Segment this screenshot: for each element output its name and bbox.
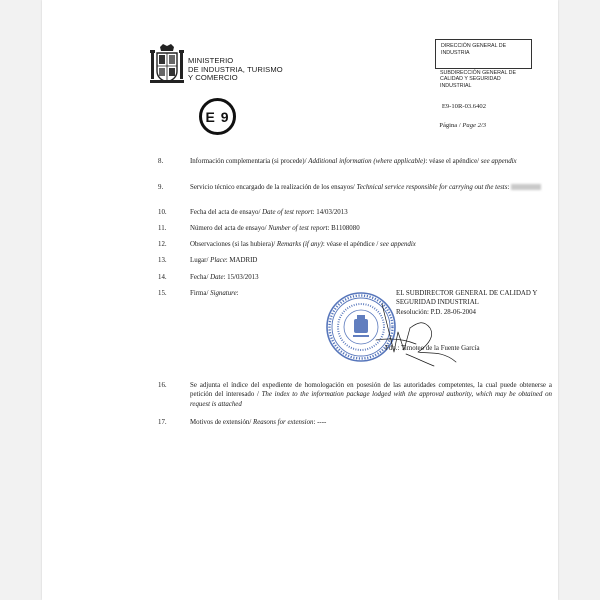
approval-mark-icon: E 9 [199,98,236,135]
item-15 [158,289,330,298]
directorate-line: INDUSTRIA [441,49,470,56]
redacted-text [511,184,541,190]
item-number: 12. [158,241,167,248]
item-label-es: Información complementaria (si procede)/ [190,158,307,165]
item-number: 17. [158,419,167,426]
item-9 [158,183,550,192]
item-number: 10. [158,209,167,216]
item-value-en: see appendix [480,158,517,165]
item-11 [158,224,550,233]
item-label-es: Firma/ [190,290,209,297]
subdirectorate [440,70,536,89]
item-label-es: Motivos de extensión/ [190,419,252,426]
item-number: 9. [158,184,164,191]
directorate-line: DIRECCIÓN GENERAL DE [441,43,507,49]
item-number: 15. [158,290,167,297]
item-value: : [236,290,239,297]
document-page [42,0,558,600]
signatory-title: SEGURIDAD INDUSTRIAL [396,299,479,307]
item-value: : véase el apéndice/ [425,158,480,165]
directorate-box [435,39,532,69]
page-label-en: Page 2/3 [462,122,486,129]
item-value: : véase el apéndice / [322,241,379,248]
item-label-en: Number of test report [268,225,328,232]
item-value: : B1108080 [327,225,360,232]
item-label-es: Servicio técnico encargado de la realización de los ensayos/ [190,184,355,191]
item-12 [158,240,550,249]
item-label-es: Fecha/ [190,274,209,281]
item-label-en: Date [210,274,224,281]
item-label-en: Reasons for extension [252,419,314,426]
item-value: : 14/03/2013 [312,209,348,216]
item-number: 8. [158,158,164,165]
item-label-en: Date of test report [262,209,313,216]
signatory-resolution: Resolución: P.D. 28-06-2004 [396,308,477,316]
item-10 [158,208,550,217]
item-value: : [507,184,510,191]
item-17 [158,418,550,427]
item-label-en: Remarks (if any) [276,241,323,248]
item-label-en: The index to the information package lodged with the approval authority, which may be obtained on request is attached [190,391,552,408]
signatory-title: EL SUBDIRECTOR GENERAL DE CALIDAD Y [396,290,538,297]
page-label-es: Página / [439,122,461,129]
item-value: : ---- [313,419,327,426]
item-value-en: see appendix [380,241,416,248]
item-number: 11. [158,225,167,232]
item-label-en: Technical service responsible for carrying out the tests [356,184,508,191]
item-16 [158,381,552,409]
ministry-line: DE INDUSTRIA, TURISMO [188,64,283,74]
item-value: : 15/03/2013 [223,274,259,281]
ministry-line: MINISTERIO [188,56,234,65]
item-number: 13. [158,257,167,264]
ministry-line: Y COMERCIO [188,73,238,83]
ministry-name [188,57,283,83]
handwritten-signature-icon [364,292,474,370]
item-label-es: Número del acta de ensayo/ [190,225,267,232]
item-label-es: Fecha del acta de ensayo/ [190,209,261,216]
subdirectorate-line: SUBDIRECCIÓN GENERAL DE [440,70,517,76]
spanish-coat-of-arms-icon [149,43,185,87]
page-number [439,122,486,129]
item-label-en: Place [210,257,226,264]
item-label-en: Additional information (where applicable) [308,158,426,165]
item-8 [158,157,550,166]
item-label-es: Observaciones (si las hubiera)/ [190,241,276,248]
item-label-es: Lugar/ [190,257,209,264]
subdirectorate-line: INDUSTRIAL [440,82,472,89]
item-13 [158,256,550,265]
subdirectorate-line: CALIDAD Y SEGURIDAD [440,76,501,83]
item-label-es: Se adjunta el índice del expediente de homologación en posesión de las autoridades competentes, la cual puede obtenerse a petición del interesado / [190,382,552,399]
item-number: 16. [158,382,167,389]
item-14 [158,273,550,282]
item-value: : MADRID [225,257,258,264]
item-label-en: Signature [210,290,237,297]
approval-reference: E9-10R-03.6402 [441,103,486,110]
item-number: 14. [158,274,167,281]
signatory-name: Fdo.: Timoteo de la Fuente García [385,345,480,352]
